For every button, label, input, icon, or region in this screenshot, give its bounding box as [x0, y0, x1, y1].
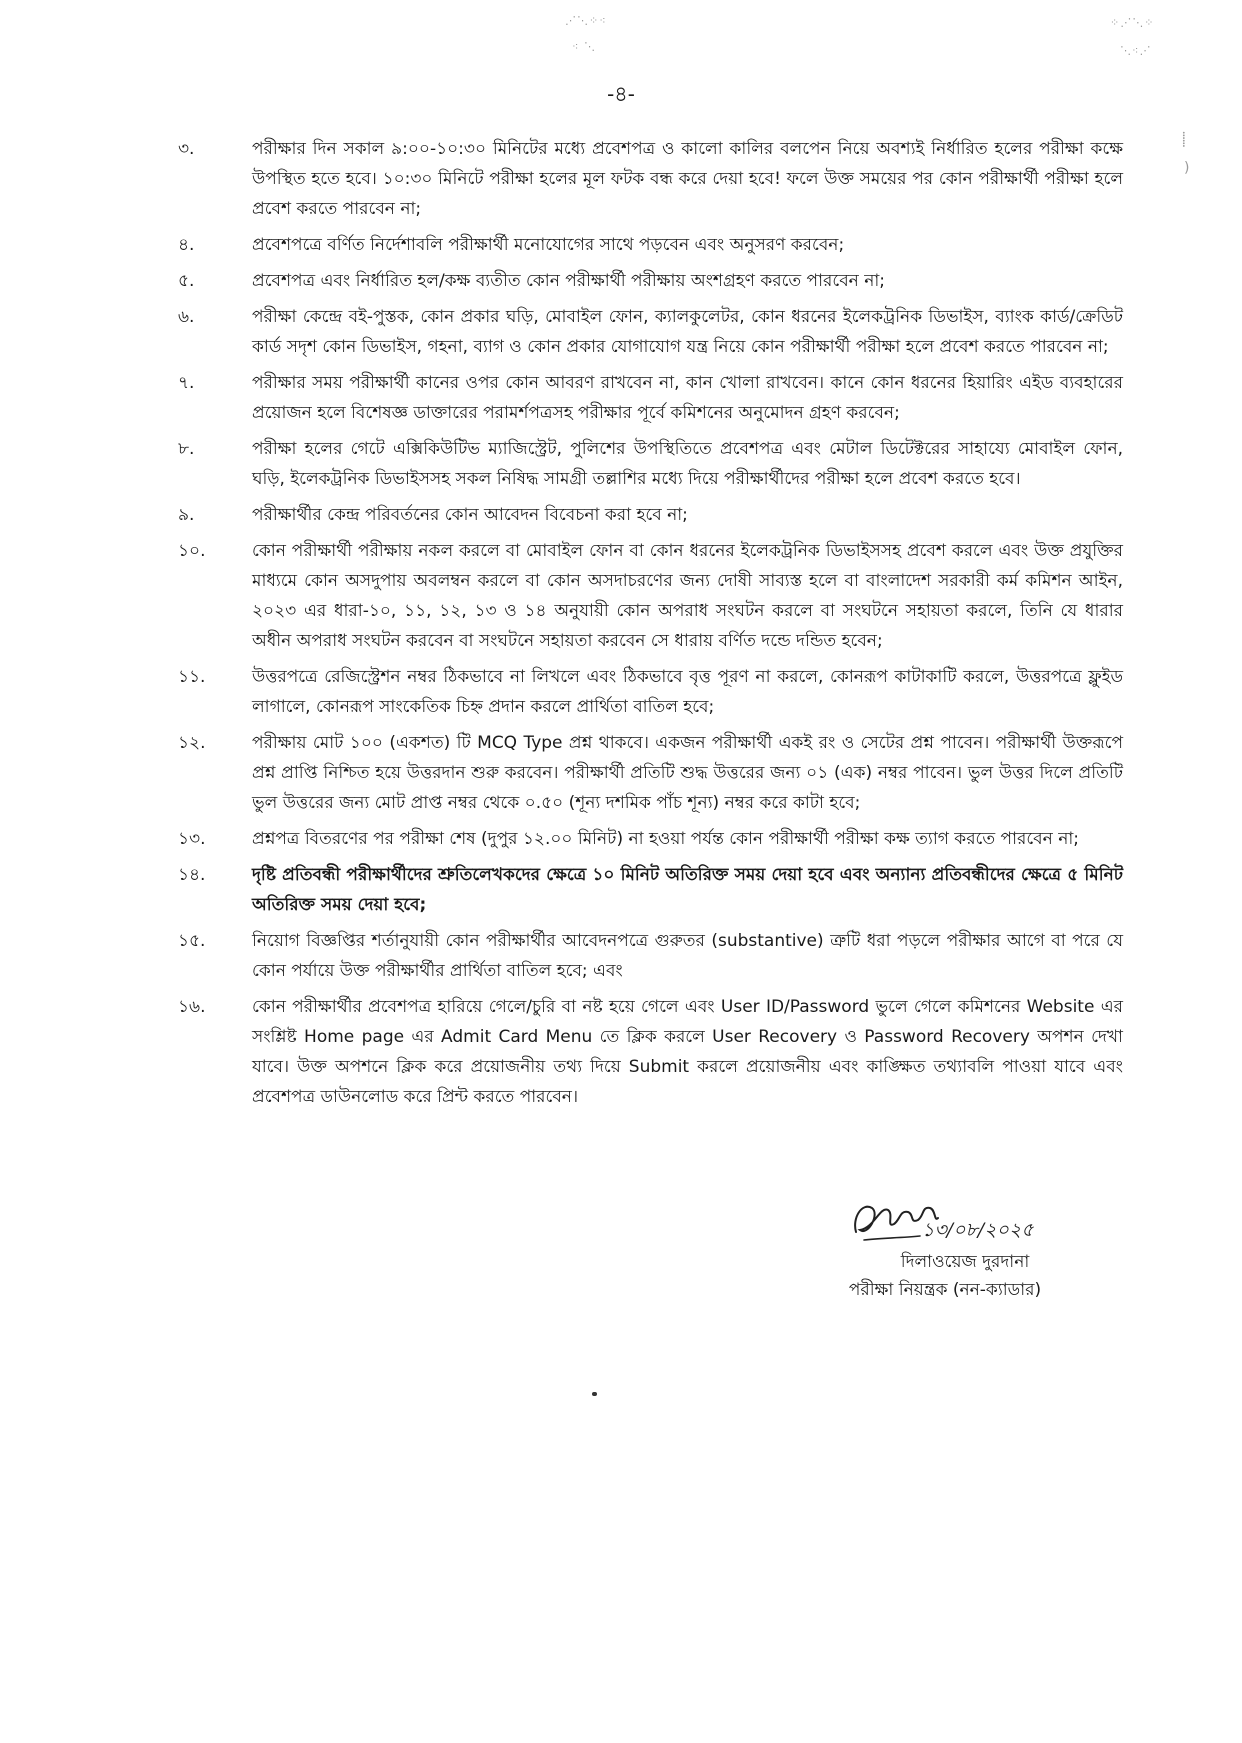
list-item [178, 536, 1123, 656]
item-number: ১৩. [178, 829, 206, 849]
instruction-list [178, 134, 1123, 1118]
signer-name: দিলাওয়েজ দুরদানা [900, 1252, 1030, 1272]
item-text: পরীক্ষা কেন্দ্রে বই-পুস্তক, কোন প্রকার ঘড়ি, মোবাইল ফোন, ক্যালকুলেটর, কোন ধরনের ইলেকট্রনিক ডিভাইস, ব্যাংক কার্ড/ক্রেডিট কার্ড সদৃশ কোন ডিভাইস, গহনা, ব্যাগ ও কোন প্রকার যোগাযোগ যন্ত্র নিয়ে কোন পরীক্ষার্থী পরীক্ষা হলে প্রবেশ করতে পারবেন না; [252, 307, 1123, 357]
signer-title: পরীক্ষা নিয়ন্ত্রক (নন-ক্যাডার) [848, 1280, 1042, 1300]
scan-artifact: ) [1184, 160, 1191, 176]
scan-dot [592, 1392, 597, 1396]
scan-artifact: ⁘⋰⋱⁘ [1110, 16, 1155, 29]
list-item [178, 368, 1123, 428]
list-item [178, 266, 1123, 296]
item-text: কোন পরীক্ষার্থী পরীক্ষায় নকল করলে বা মোবাইল ফোন বা কোন ধরনের ইলেকট্রনিক ডিভাইসসহ প্রবেশ করলে এবং উক্ত প্রযুক্তির মাধ্যমে কোন অসদুপায় অবলম্বন করলে বা কোন অসদাচরণের জন্য দোষী সাব্যস্ত হলে বা বাংলাদেশ সরকারী কর্ম কমিশন আইন, ২০২৩ এর ধারা-১০, ১১, ১২, ১৩ ও ১৪ অনুযায়ী কোন অপরাধ সংঘটন করলে বা সংঘটনে সহায়তা করলে, তিনি যে ধারার অধীন অপরাধ সংঘটন করবেন বা সংঘটনে সহায়তা করবেন সে ধারায় বর্ণিত দন্ডে দন্ডিত হবেন; [252, 541, 1123, 651]
list-item [178, 992, 1123, 1112]
item-text: প্রবেশপত্রে বর্ণিত নির্দেশাবলি পরীক্ষার্থী মনোযোগের সাথে পড়বেন এবং অনুসরণ করবেন; [252, 235, 845, 255]
list-item [178, 230, 1123, 260]
item-text: কোন পরীক্ষার্থীর প্রবেশপত্র হারিয়ে গেলে/চুরি বা নষ্ট হয়ে গেলে এবং User ID/Password ভুলে গেলে কমিশনের Website এর সংশ্লিষ্ট Home page এর Admit Card Menu তে ক্লিক করলে User Recovery ও Password Recovery অপশন দেখা যাবে। উক্ত অপশনে ক্লিক করে প্রয়োজনীয় তথ্য দিয়ে Submit করলে প্রয়োজনীয় এবং কাঙ্ক্ষিত তথ্যাবলি পাওয়া যাবে এবং প্রবেশপত্র ডাউনলোড করে প্রিন্ট করতে পারবেন। [252, 997, 1123, 1107]
list-item [178, 302, 1123, 362]
item-number: ১১. [178, 667, 206, 687]
signature-block [820, 1188, 1150, 1304]
item-number: ১৬. [178, 997, 206, 1017]
signature-date: ১৩/০৮/২০২৫ [922, 1219, 1034, 1241]
scan-artifact: ⸽ [1182, 132, 1187, 148]
item-text: প্রবেশপত্র এবং নির্ধারিত হল/কক্ষ ব্যতীত কোন পরীক্ষার্থী পরীক্ষায় অংশগ্রহণ করতে পারবেন না; [252, 271, 886, 291]
scan-artifact: ⁖ ⋱ [572, 40, 596, 53]
list-item [178, 926, 1123, 986]
page-number: -৪- [607, 82, 635, 106]
item-text: পরীক্ষা হলের গেটে এক্সিকিউটিভ ম্যাজিস্ট্রেট, পুলিশের উপস্থিতিতে প্রবেশপত্র এবং মেটাল ডিটেক্টরের সাহায্যে মোবাইল ফোন, ঘড়ি, ইলেকট্রনিক ডিভাইসসহ সকল নিষিদ্ধ সামগ্রী তল্লাশির মধ্যে দিয়ে পরীক্ষার্থীদের পরীক্ষা হলে প্রবেশ করতে হবে। [252, 439, 1123, 489]
item-text: পরীক্ষার সময় পরীক্ষার্থী কানের ওপর কোন আবরণ রাখবেন না, কান খোলা রাখবেন। কানে কোন ধরনের হিয়ারিং এইড ব্যবহারের প্রয়োজন হলে বিশেষজ্ঞ ডাক্তারের পরামর্শপত্রসহ পরীক্ষার পূর্বে কমিশনের অনুমোদন গ্রহণ করবেন; [252, 373, 1123, 423]
item-number: ৩. [178, 139, 195, 159]
item-number: ৫. [178, 271, 195, 291]
list-item-bold [178, 860, 1123, 920]
item-text: দৃষ্টি প্রতিবন্ধী পরীক্ষার্থীদের শ্রুতিলেখকদের ক্ষেত্রে ১০ মিনিট অতিরিক্ত সময় দেয়া হবে এবং অন্যান্য প্রতিবন্ধীদের ক্ষেত্রে ৫ মিনিট অতিরিক্ত সময় দেয়া হবে; [252, 865, 1123, 915]
item-text: পরীক্ষায় মোট ১০০ (একশত) টি MCQ Type প্রশ্ন থাকবে। একজন পরীক্ষার্থী একই রং ও সেটের প্রশ্ন পাবেন। পরীক্ষার্থী উক্তরূপে প্রশ্ন প্রাপ্তি নিশ্চিত হয়ে উত্তরদান শুরু করবেন। পরীক্ষার্থী প্রতিটি শুদ্ধ উত্তরের জন্য ০১ (এক) নম্বর পাবেন। ভুল উত্তর দিলে প্রতিটি ভুল উত্তরের জন্য মোট প্রাপ্ত নম্বর থেকে ০.৫০ (শূন্য দশমিক পাঁচ শূন্য) নম্বর করে কাটা হবে; [252, 733, 1123, 813]
item-text: উত্তরপত্রে রেজিস্ট্রেশন নম্বর ঠিকভাবে না লিখলে এবং ঠিকভাবে বৃত্ত পূরণ না করলে, কোনরূপ কাটাকাটি করলে, উত্তরপত্রে ফ্লুইড লাগালে, কোনরূপ সাংকেতিক চিহ্ন প্রদান করলে প্রার্থিতা বাতিল হবে; [252, 667, 1123, 717]
item-number: ৯. [178, 505, 195, 525]
item-number: ৪. [178, 235, 195, 255]
list-item [178, 824, 1123, 854]
item-number: ১৪. [178, 865, 206, 885]
item-text: পরীক্ষার্থীর কেন্দ্র পরিবর্তনের কোন আবেদন বিবেচনা করা হবে না; [252, 505, 688, 525]
item-text: নিয়োগ বিজ্ঞপ্তির শর্তানুযায়ী কোন পরীক্ষার্থীর আবেদনপত্রে গুরুতর (substantive) ত্রুটি ধরা পড়লে পরীক্ষার আগে বা পরে যে কোন পর্যায়ে উক্ত পরীক্ষার্থীর প্রার্থিতা বাতিল হবে; এবং [252, 931, 1123, 981]
item-number: ১৫. [178, 931, 206, 951]
list-item [178, 434, 1123, 494]
item-number: ৮. [178, 439, 195, 459]
list-item [178, 662, 1123, 722]
item-number: ৬. [178, 307, 195, 327]
scan-artifact: ⋱⁖⋰ [1120, 44, 1152, 57]
item-text: প্রশ্নপত্র বিতরণের পর পরীক্ষা শেষ (দুপুর ১২.০০ মিনিট) না হওয়া পর্যন্ত কোন পরীক্ষার্থী পরীক্ষা কক্ষ ত্যাগ করতে পারবেন না; [252, 829, 1079, 849]
signature [850, 1188, 1150, 1248]
list-item [178, 500, 1123, 530]
list-item [178, 134, 1123, 224]
scan-artifact: ⋰⋱⁘⁖ [565, 14, 607, 27]
item-number: ৭. [178, 373, 195, 393]
list-item [178, 728, 1123, 818]
item-number: ১০. [178, 541, 206, 561]
item-number: ১২. [178, 733, 206, 753]
item-text: পরীক্ষার দিন সকাল ৯:০০-১০:৩০ মিনিটের মধ্যে প্রবেশপত্র ও কালো কালির বলপেন নিয়ে অবশ্যই নির্ধারিত হলের পরীক্ষা কক্ষে উপস্থিত হতে হবে। ১০:৩০ মিনিটে পরীক্ষা হলের মূল ফটক বন্ধ করে দেয়া হবে! ফলে উক্ত সময়ের পর কোন পরীক্ষার্থী পরীক্ষা হলে প্রবেশ করতে পারবেন না; [252, 139, 1123, 219]
